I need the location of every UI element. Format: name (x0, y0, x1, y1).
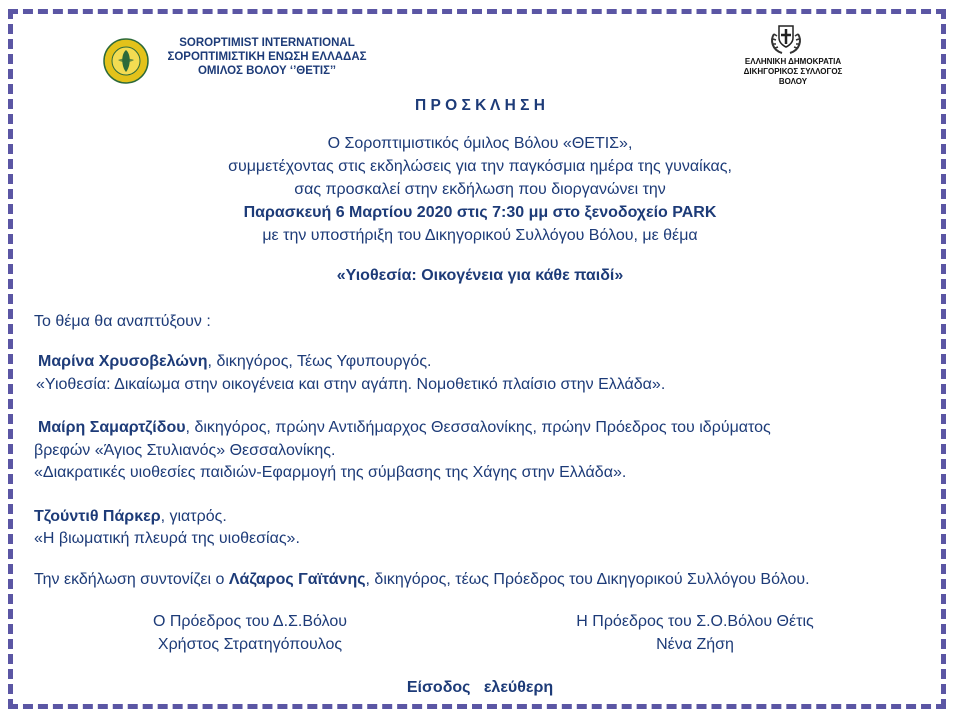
speaker-2-talk: «Διακρατικές υιοθεσίες παιδιών-Εφαρμογή της σύμβασης της Χάγης στην Ελλάδα». (34, 464, 627, 481)
coordinator-name: Λάζαρος Γαϊτάνης (228, 571, 366, 588)
ds-line-3: ΒΟΛΟΥ (778, 77, 808, 86)
signature-right-title: Η Πρόεδρος του Σ.Ο.Βόλου Θέτις (576, 613, 814, 630)
coordinator-line (34, 570, 810, 589)
speaker-2-name: Μαίρη Σαμαρτζίδου (38, 419, 186, 436)
intro-line-5: με την υποστήριξη του Δικηγορικού Συλλόγου Βόλου, με θέμα (262, 227, 698, 244)
org-line-3: ΟΜΙΛΟΣ ΒΟΛΟΥ ‘’ΘΕΤΙΣ’’ (197, 65, 336, 77)
speaker-3-role: , γιατρός. (160, 508, 227, 525)
coordinator-prefix: Την εκδήλωση συντονίζει ο (34, 571, 229, 588)
intro-line-2: συμμετέχοντας στις εκδηλώσεις για την παγκόσμια ημέρα της γυναίκας, (228, 158, 732, 175)
speaker-2-line (38, 418, 771, 437)
org-line-1: SOROPTIMIST INTERNATIONAL (179, 37, 355, 49)
speaker-1-role: , δικηγόρος, Τέως Υφυπουργός. (207, 353, 432, 370)
signature-right-name: Νένα Ζήση (656, 636, 734, 653)
greek-emblem-icon (768, 20, 804, 56)
ds-line-1: ΕΛΛΗΝΙΚΗ ΔΗΜΟΚΡΑΤΙΑ (744, 57, 842, 66)
speaker-1-talk: «Υιοθεσία: Δικαίωμα στην οικογένεια και στην αγάπη. Νομοθετικό πλαίσιο στην Ελλάδα». (36, 376, 666, 393)
speaker-2-role-cont: βρεφών «Άγιος Στυλιανός» Θεσσαλονίκης. (34, 442, 336, 459)
speaker-3-name: Τζούντιθ Πάρκερ (34, 508, 161, 525)
intro-line-1: Ο Σοροπτιμιστικός όμιλος Βόλου «ΘΕΤΙΣ», (327, 135, 633, 152)
org-header (152, 36, 382, 78)
intro-line-3: σας προσκαλεί στην εκδήλωση που διοργανώνει την (294, 181, 666, 198)
ds-line-2: ΔΙΚΗΓΟΡΙΚΟΣ ΣΥΛΛΟΓΟΣ (743, 67, 843, 76)
org-line-2: ΣΟΡΟΠΤΙΜΙΣΤΙΚΗ ΕΝΩΣΗ ΕΛΛΑΔΑΣ (167, 51, 367, 63)
speaker-1-line (38, 352, 431, 371)
speaker-1-name: Μαρίνα Χρυσοβελώνη (38, 353, 208, 370)
event-date-line: Παρασκευή 6 Μαρτίου 2020 στις 7:30 μμ στο ξενοδοχείο PARK (243, 204, 717, 221)
speaker-3-talk: «Η βιωματική πλευρά της υιοθεσίας». (34, 530, 300, 547)
event-theme: «Υιοθεσία: Οικογένεια για κάθε παιδί» (336, 267, 624, 284)
soroptimist-logo-icon (103, 38, 149, 84)
speaker-3-line (34, 507, 227, 526)
invitation-title: Π Ρ Ο Σ Κ Λ Η Σ Η (415, 97, 545, 114)
speaker-2-role: , δικηγόρος, πρώην Αντιδήμαρχος Θεσσαλονίκης, πρώην Πρόεδρος του ιδρύματος (185, 419, 771, 436)
signature-left-title: Ο Πρόεδρος του Δ.Σ.Βόλου (152, 613, 348, 630)
free-entry-note: Είσοδος ελεύθερη (406, 679, 554, 696)
speakers-intro: Το θέμα θα αναπτύξουν : (34, 313, 211, 330)
coordinator-suffix: , δικηγόρος, τέως Πρόεδρος του Δικηγορικού Συλλόγου Βόλου. (365, 571, 810, 588)
signature-left-name: Χρήστος Στρατηγόπουλος (157, 636, 343, 653)
lawyers-association-header (718, 57, 868, 87)
